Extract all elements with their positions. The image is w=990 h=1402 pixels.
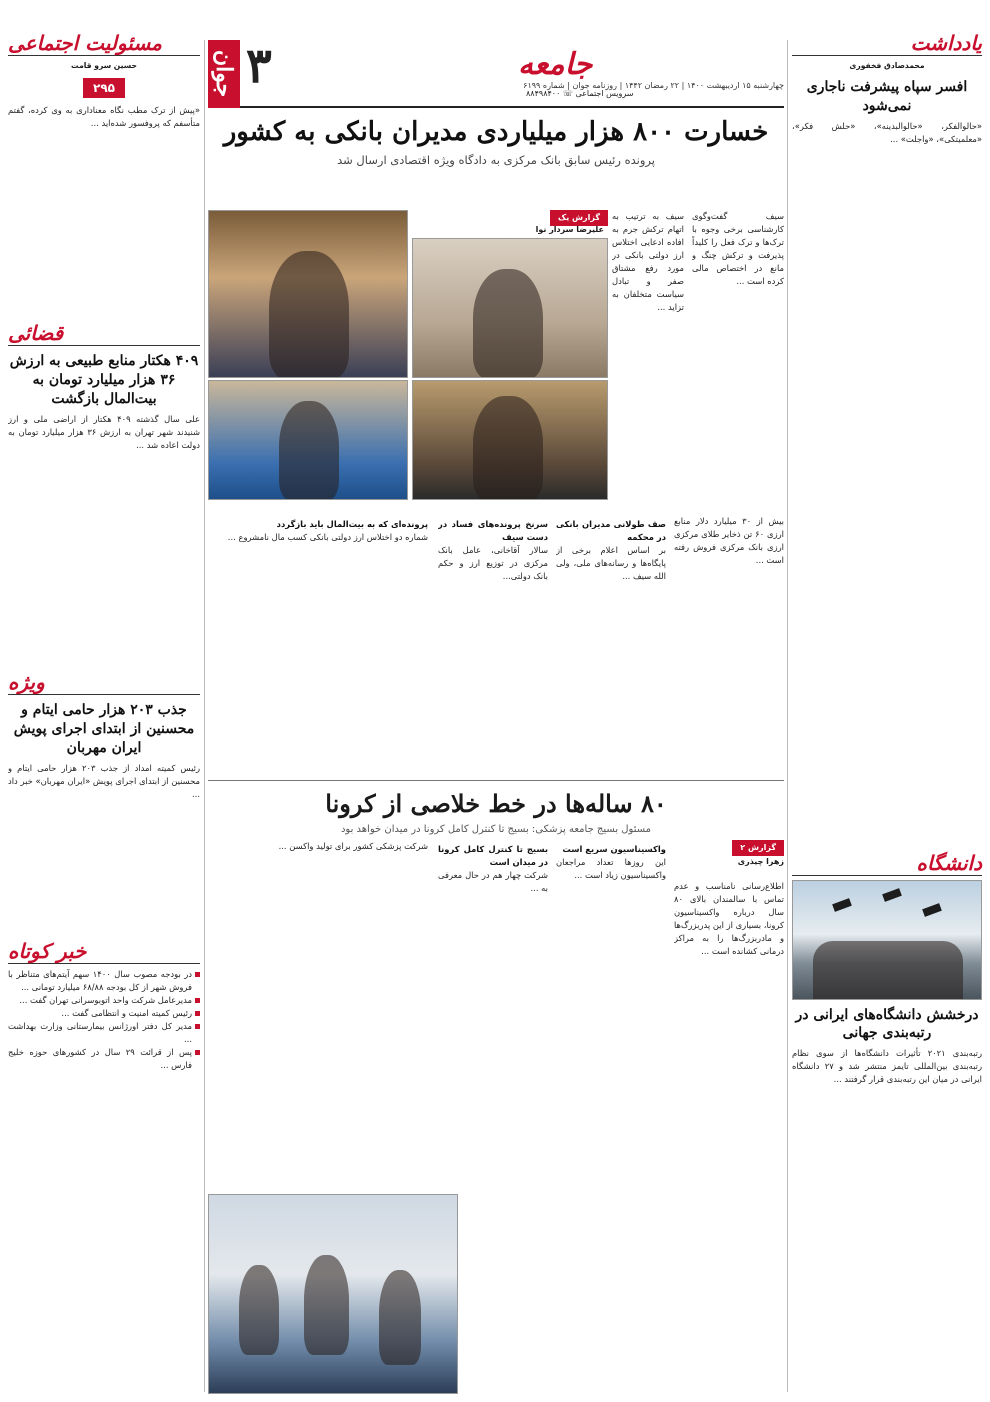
- second-subhead: مسئول بسیج جامعه پزشکی: بسیج تا کنترل کامل کرونا در میدان خواهد بود: [340, 824, 652, 835]
- second-text-col-1: اطلاع‌رسانی نامناسب و عدم تماس با سالمندان بالای ۸۰ سال درباره واکسیناسیون کرونا، بسیاری از این پدربزرگ‌ها و مادربزرگ‌ها را به مراکز درمانی کشانده است ...: [674, 881, 784, 957]
- main-text-col-3: بیش از ۳۰ میلیارد دلار منابع ارزی ۶۰ تن ذخایر طلای مرکزی ارزی بانک مرکزی فروش رفته است ...: [674, 516, 784, 566]
- short-news-list: [8, 968, 200, 1072]
- news-item: مدیر کل دفتر اورژانس بیمارستانی وزارت بهداشت ...: [8, 1020, 200, 1046]
- story-divider: [208, 780, 784, 781]
- section-title: جامعه: [518, 47, 593, 82]
- main-text-col-4: صف طولانی مدیران بانکی در محکمه بر اساس اعلام برخی از پایگاه‌ها و رسانه‌های ملی، ولی الله سیف ...: [556, 519, 666, 582]
- left-column: [8, 30, 200, 1394]
- judicial-text: علی سال گذشته ۴۰۹ هکتار از اراضی ملی و ارز شنیدند شهر تهران به ارزش ۳۶ هزار میلیارد تومان به دولت اعاده شد ...: [8, 414, 200, 451]
- judicial-title: ۴۰۹ هکتار منابع طبیعی به ارزش ۳۶ هزار میلیارد تومان به بیت‌المال بازگشت: [9, 353, 199, 408]
- short-news-header: خبر کوتاه: [8, 938, 200, 964]
- main-headline: خسارت ۸۰۰ هزار میلیاردی مدیران بانکی به کشور: [223, 117, 769, 147]
- news-item: پس از قرائت ۲۹ سال در کشورهای حوزه خلیج فارس ...: [8, 1046, 200, 1072]
- main-text-col-6: پرونده‌ای که به بیت‌المال باید بازگردد شماره دو اختلاس ارز دولتی بانکی کسب مال نامشروع ...: [227, 519, 428, 543]
- report-tag: گزارش یک: [550, 210, 608, 226]
- opinion-author: محمدصادق فخفوری: [849, 61, 925, 70]
- newspaper-logo: جوان: [208, 40, 240, 108]
- university-text: رتبه‌بندی ۲۰۲۱ تأثیرات دانشگاه‌ها از سوی نظام رتبه‌بندی بین‌المللی تایمز منتشر شد و ۲۷ دانشگاه ایرانی در میان این رتبه‌بندی قرار گرفتند ...: [792, 1048, 982, 1085]
- second-report-header: گزارش ۲ زهرا چیذری: [674, 840, 784, 880]
- social-header: مسئولیت اجتماعی: [8, 30, 200, 56]
- news-item: رئیس کمیته امنیت و انتظامی گفت ...: [8, 1007, 200, 1020]
- news-item: در بودجه مصوب سال ۱۴۰۰ سهم آیتم‌های متناظر با فروش شهر از کل بودجه ۶۸/۸۸ میلیارد تومانی ...: [8, 968, 200, 994]
- photo-defendant-2: [208, 380, 408, 500]
- section-contact: سرویس اجتماعی ☏ ۸۸۴۹۸۴۰۰: [526, 89, 634, 98]
- photo-seif: [208, 210, 408, 378]
- photo-defendant-3: [412, 380, 608, 500]
- opinion-header: یادداشت: [792, 30, 982, 56]
- masthead: [208, 40, 784, 108]
- main-text-col-2: سیف به ترتیب به اتهام ترکش جرم به افاده ادعایی اختلاس ارز دولتی بانکی در مورد رفع مشتاق صفر و تبادل سیاست متخلفان به تزاید ...: [612, 211, 684, 313]
- vaccination-photo: [208, 1194, 458, 1394]
- photo-defendant: [412, 238, 608, 378]
- news-item: مدیرعامل شرکت واحد اتوبوسرانی تهران گفت ...: [8, 994, 200, 1007]
- graduation-photo: [792, 880, 982, 1000]
- opinion-title: افسر سپاه پیشرفت ناجاری نمی‌شود: [806, 78, 968, 114]
- main-area: [208, 40, 784, 1394]
- issue-meta: چهارشنبه ۱۵ اردیبهشت ۱۴۰۰ | ۲۲ رمضان ۱۴۴۲ | روزنامه جوان | شماره ۶۱۹۹: [523, 81, 784, 90]
- photo-collage: [208, 210, 608, 505]
- column-divider: [787, 40, 788, 1392]
- social-text: «پیش از ترک مطب نگاه معناداری به وی کرده، گفتم متأسفم که پروفسور شده‌اید ...: [8, 105, 200, 129]
- judicial-header: قضائی: [8, 320, 200, 346]
- second-text-col-3: بسیج تا کنترل کامل کرونا در میدان است شرکت چهار هم در حال معرفی به ...: [438, 844, 548, 894]
- main-text-col-1: سیف گفت‌وگوی کارشناسی برخی وجوه با ترک‌ها و ترک فعل را کلیداً پذیرفت و ترکش چنگ و مانع در اختصاص مالی کرده است ...: [692, 211, 784, 287]
- university-title: درخشش دانشگاه‌های ایرانی در رتبه‌بندی جهانی: [795, 1006, 979, 1042]
- page-number: ۳: [246, 38, 272, 94]
- second-headline: ۸۰ ساله‌ها در خط خلاصی از کرونا: [325, 789, 667, 818]
- issue-badge: ۲۹۵: [83, 78, 125, 99]
- main-text-col-5: سرنخ پرونده‌های فساد در دست سیف سالار آقاخانی، عامل بانک مرکزی در توزیع ارز و حکم بانک دولتی...: [438, 519, 548, 582]
- second-text-col-2: واکسیناسیون سریع است این روزها تعداد مراجعان واکسیناسیون زیاد است ...: [556, 844, 666, 881]
- column-divider: [204, 40, 205, 1392]
- special-header: ویژه: [8, 669, 200, 695]
- right-column: [792, 30, 982, 1394]
- report-author: علیرضا سردار نوا: [535, 225, 604, 234]
- special-title: جذب ۲۰۳ هزار حامی ایتام و محسنین از ابتدای اجرای پویش ایران مهربان: [13, 702, 195, 756]
- second-text-col-4: شرکت پزشکی کشور برای تولید واکسن ...: [278, 841, 428, 851]
- special-text: رئیس کمیته امداد از جذب ۲۰۳ هزار حامی ایتام و محسنین از ابتدای اجرای پویش «ایران مهربان» خبر داد ...: [8, 762, 200, 799]
- opinion-text: «حالوالفکر، «حالوالبدینه»، «حلش فکر»، «معلمیتکی»، «واجلت» ...: [792, 120, 982, 144]
- social-author: حسین سرو قامت: [71, 61, 137, 70]
- university-header: دانشگاه: [792, 850, 982, 876]
- main-subhead: پرونده رئیس سابق بانک مرکزی به دادگاه ویژه اقتصادی ارسال شد: [337, 152, 655, 167]
